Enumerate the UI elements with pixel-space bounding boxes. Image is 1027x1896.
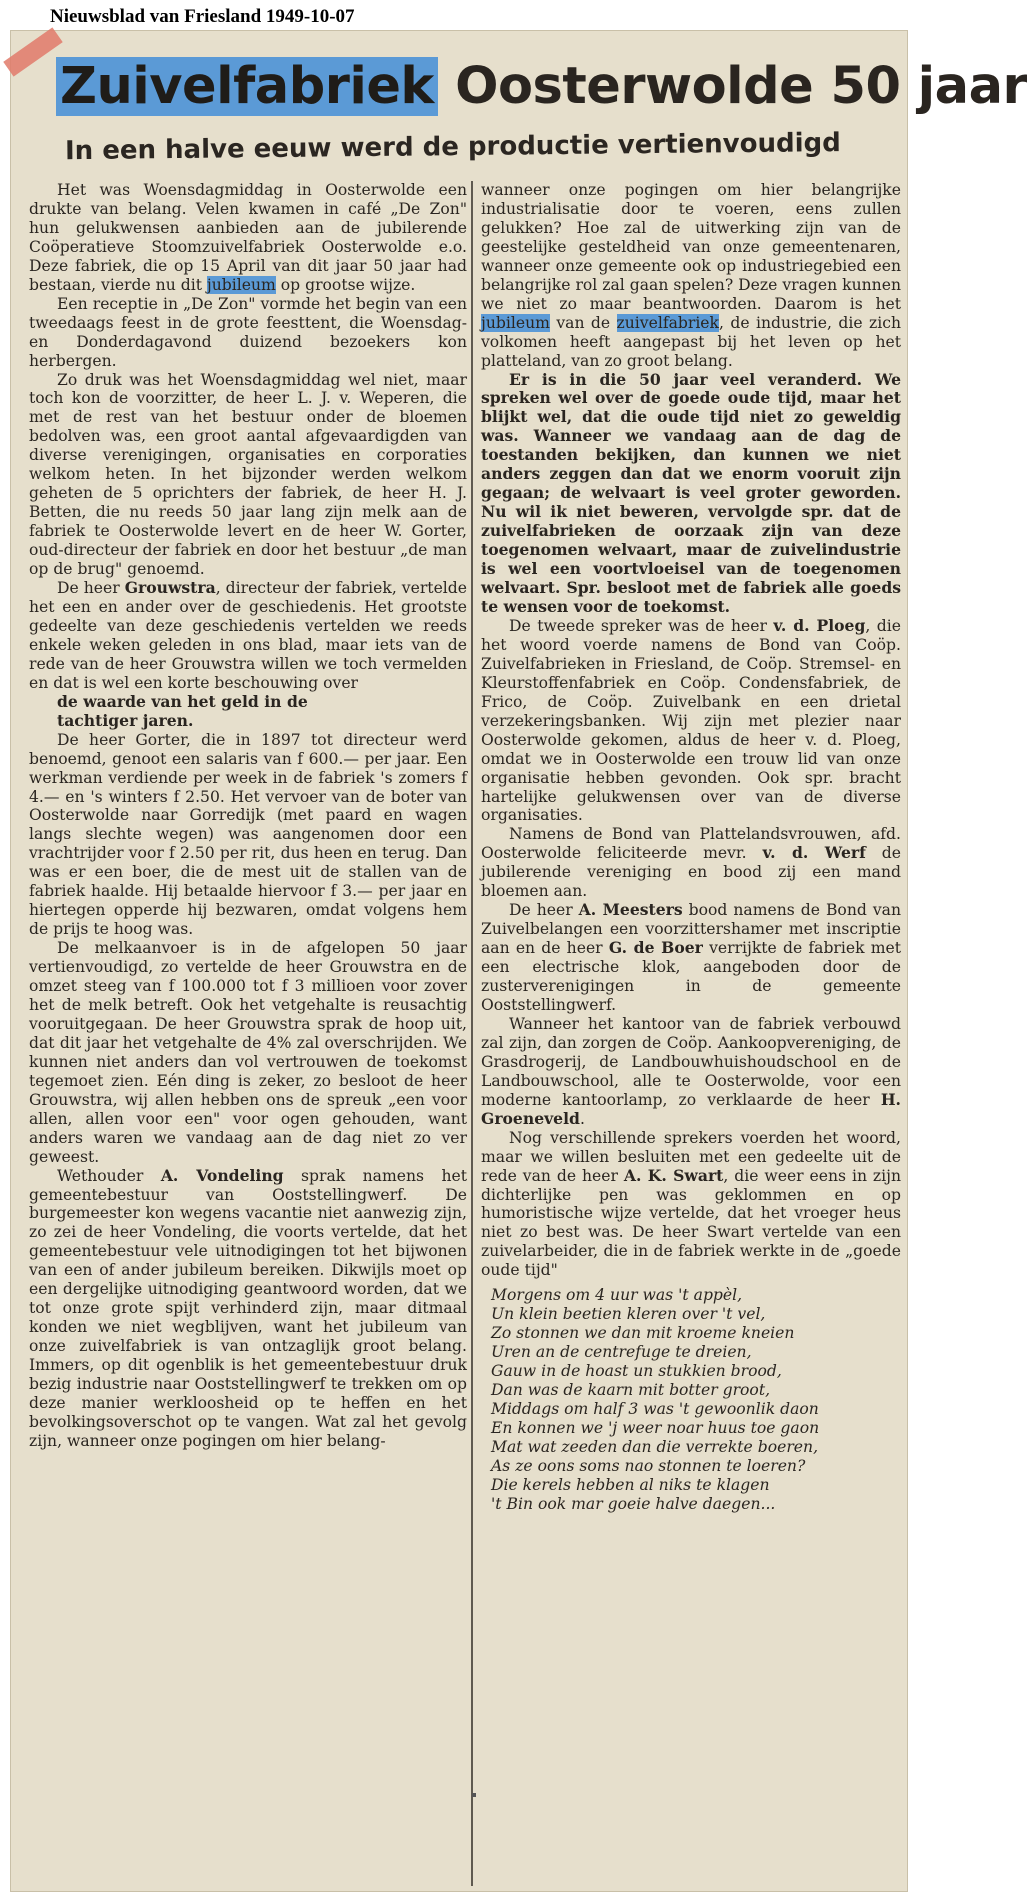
speaker-name: G. de Boer [608,938,703,958]
section-subtitle: de waarde van het geld in de tachtiger jaren. [57,691,308,730]
paragraph: Zo druk was het Woensdagmiddag wel niet, maar toch kon de voorzitter, de heer L. J. v. Weperen, die met de rest van het bestuur onder de bloemen bedolven was, een groot aantal afgevaardigden van diverse verenigingen, organisaties en corporaties welkom heten. In het bijzonder werden welkom geheten de 5 oprichters der fabriek, de heer H. J. Betten, die nu reeds 50 jaar lang zijn melk aan de fabriek te Oosterwolde levert en de heer W. Gorter, oud-directeur der fabriek en door het bestuur „de man op de brug" genoemd. [29,370,467,579]
speaker-name: Grouwstra [124,578,216,598]
right-column [481,181,901,1511]
print-speck [472,1793,476,1797]
masthead: Nieuwsblad van Friesland 1949-10-07 [50,6,355,27]
paragraph: De melkaanvoer is in de afgelopen 50 jaar vertienvoudigd, zo vertelde de heer Grouwstra en de omzet steeg van f 100.000 tot f 3 millioen voor zover het de melk betreft. Ook het vetgehalte is reusachtig vooruitgegaan. De heer Grouwstra sprak de hoop uit, dat dit jaar het vetgehalte de 4% zal overschrijden. We kunnen niet anders dan vol vertrouwen de toekomst tegemoet zien. Eén ding is zeker, zo besloot de heer Grouwstra, wij allen hebben ons de spreuk „een voor allen, allen voor een" voor ogen gehouden, want anders waren we vandaag aan de dag niet zo ver geweest. [29,939,467,1166]
poem-line: Dan was de kaarn mit botter groot, [491,1381,771,1400]
headline-highlight: Zuivelfabriek [56,57,438,116]
highlight-jubileum: jubileum [206,275,276,294]
poem-line: 't Bin ook mar goeie halve daegen... [491,1494,776,1513]
left-column [29,181,467,1886]
paragraph: De heer Gorter, die in 1897 tot directeur werd benoemd, genoot een salaris van f 600.— per jaar. Een werkman verdiende per week in de fabriek 's zomers f 4.— en 's winters f 2.50. Het vervoer van de boter van Oosterwolde naar Gorredijk (met paard en wagen langs slechte wegen) was aangenomen door een vrachtrijder voor f 2.50 per rit, dus heen en terug. Dan was er een boer, die de mest uit de stallen van de fabriek haalde. Hij betaalde hiervoor f 3.— per jaar en hiertegen opperde hij bezwaren, omdat volgens hem de prijs te hoog was. [29,730,467,939]
speaker-name: v. d. Werf [762,843,866,863]
poem-line: Middags om half 3 was 't gewoonlik daon [491,1400,819,1418]
highlight-jubileum: jubileum [481,313,550,332]
paragraph: Een receptie in „De Zon" vormde het begin van een tweedaags feest in de grote feesttent, die Woensdag- en Donderdagavond duizend bezoekers kon herbergen. [29,294,467,370]
speaker-name: v. d. Ploeg [773,615,866,635]
paragraph: Nog verschillende sprekers voerden het woord, maar we willen besluiten met een gedeelte uit de rede van de heer A. K. Swart, die weer eens in zijn dichterlijke pen was geklommen en op humoristische wijze vertelde, dat het vroeger heus niet zo best was. De heer Swart vertelde van een zuivelarbeider, die in de fabriek werkte in de „goede oude tijd" [481,1128,901,1280]
paragraph: Wethouder A. Vondeling sprak namens het gemeentebestuur van Ooststellingwerf. De burgemeester kon wegens vacantie niet aanwezig zijn, zo zei de heer Vondeling, die voorts vertelde, dat het gemeentebestuur vele uitnodigingen tot het bijwonen van een of ander jubileum bereiken. Dikwijls moet op een dergelijke uitnodiging geantwoord worden, dat we tot onze grote spijt verhinderd zijn, maar ditmaal konden we niet wegblijven, want het jubileum van onze zuivelfabriek is van ontzaglijk groot belang. Immers, op dit ogenblik is het gemeentebestuur druk bezig industrie naar Ooststellingwerf te trekken om op deze manier werkloosheid op te heffen en het bevolkingsoverschot op te vangen. Wat zal het gevolg zijn, wanneer onze pogingen om hier belang- [29,1165,467,1450]
paragraph: De heer Grouwstra, directeur der fabriek, vertelde het een en ander over de geschiedenis. Het grootste gedeelte van deze geschiedenis vertelden we reeds enkele weken geleden in ons blad, maar iets van de rede van de heer Grouwstra willen we toch vermelden en dat is wel een korte beschouwing over [29,578,467,692]
headline [56,57,1027,117]
column-divider [471,181,473,1886]
tape-mark [3,27,62,76]
paragraph: Het was Woensdagmiddag in Oosterwolde een drukte van belang. Velen kwamen in café „De Zon" hun gelukwensen aanbieden aan de jubilerende Coöperatieve Stoomzuivelfabriek Oosterwolde e.o. Deze fabriek, die op 15 April van dit jaar 50 jaar had bestaan, vierde nu dit jubileum op grootse wijze. [29,181,467,294]
poem-line: Morgens om 4 uur was 't appèl, [491,1286,743,1305]
highlight-zuivelfabriek: zuivelfabriek [616,313,719,332]
paragraph: De heer A. Meesters bood namens de Bond van Zuivelbelangen een voorzittershamer met inscriptie aan en de heer G. de Boer verrijkte de fabriek met een electrische klok, aangeboden door de zusterverenigingen in de gemeente Ooststellingwerf. [481,900,902,1014]
speaker-name: A. Meesters [578,900,683,920]
paragraph: Wanneer het kantoor van de fabriek verbouwd zal zijn, dan zorgen de Coöp. Aankoopvereniging, de Grasdrogerij, de Landbouwhuishoudschool en de Landbouwschool, alle te Oosterwolde, voor een moderne kantoorlamp, zo verklaarde de heer H. Groeneveld. [481,1014,901,1128]
paragraph: Namens de Bond van Plattelandsvrouwen, afd. Oosterwolde feliciteerde mevr. v. d. Werf de jubilerende vereniging en bood zij een mand bloemen aan. [481,825,901,901]
poem-line: En konnen we 'j weer noar huus toe gaon [491,1418,820,1437]
headline-rest: Oosterwolde 50 jaar [437,57,1027,116]
paragraph: De tweede spreker was de heer v. d. Ploeg, die het woord voerde namens de Bond van Coöp. Zuivelfabrieken in Friesland, de Coöp. Stremsel- en Kleurstoffenfabriek en Coöp. Condensfabriek, de Frico, de Coöp. Zuivelbank en een drietal verzekeringsbanken. Wij zijn met plezier naar Oosterwolde gekomen, aldus de heer v. d. Ploeg, omdat we in Oosterwolde een trouw lid van onze organisatie hebben gevonden. Ook spr. bracht hartelijke gelukwensen over van de diverse organisaties. [481,615,901,825]
poem [481,1286,901,1513]
paragraph: Er is in die 50 jaar veel veranderd. We spreken wel over de goede oude tijd, maar het blijkt wel, dat die oude tijd niet zo geweldig was. Wanneer we vandaag aan de dag de toestanden bekijken, dan kunnen we niet anders zeggen dan dat we enorm vooruit zijn gegaan; de welvaart is veel groter geworden. Nu wil ik niet beweren, vervolgde spr. dat de zuivelfabrieken de oorzaak zijn van deze toegenomen welvaart, maar de zuivelindustrie is wel een voortvloeisel van de toegenomen welvaart. Spr. besloot met de fabriek alle goeds te wensen voor de toekomst. [481,369,901,616]
poem-line: Zo stonnen we dan mit kroeme kneien [491,1324,795,1343]
poem-line: Die kerels hebben al niks te klagen [491,1475,770,1494]
newspaper-clipping [10,30,1027,1892]
subheadline: In een halve eeuw werd de productie vertienvoudigd [64,128,841,167]
speaker-name: A. K. Swart [623,1165,724,1185]
speaker-name: A. Vondeling [160,1165,284,1185]
poem-line: Un klein beetien kleren over 't vel, [491,1305,766,1324]
poem-line: Uren an de centrefuge te dreien, [491,1343,752,1362]
speaker-name: H. Groeneveld [481,1089,901,1128]
paragraph: wanneer onze pogingen om hier belangrijke industrialisatie door te voeren, eens zullen gelukken? Hoe zal de uitwerking zijn van de geestelijke gesteldheid van onze gemeentenaren, wanneer onze gemeente ook op industriegebied een belangrijke rol zal gaan spelen? Deze vragen kunnen we niet zo maar beantwoorden. Daarom is het jubileum van de zuivelfabriek, de industrie, die zich volkomen heeft aangepast bij het leven op het platteland, van zo groot belang. [481,181,901,370]
poem-line: Gauw in de hoast un stukkien brood, [491,1362,782,1381]
poem-line: Mat wat zeeden dan die verrekte boeren, [491,1437,819,1456]
poem-line: As ze oons soms nao stonnen te loeren? [491,1456,806,1475]
